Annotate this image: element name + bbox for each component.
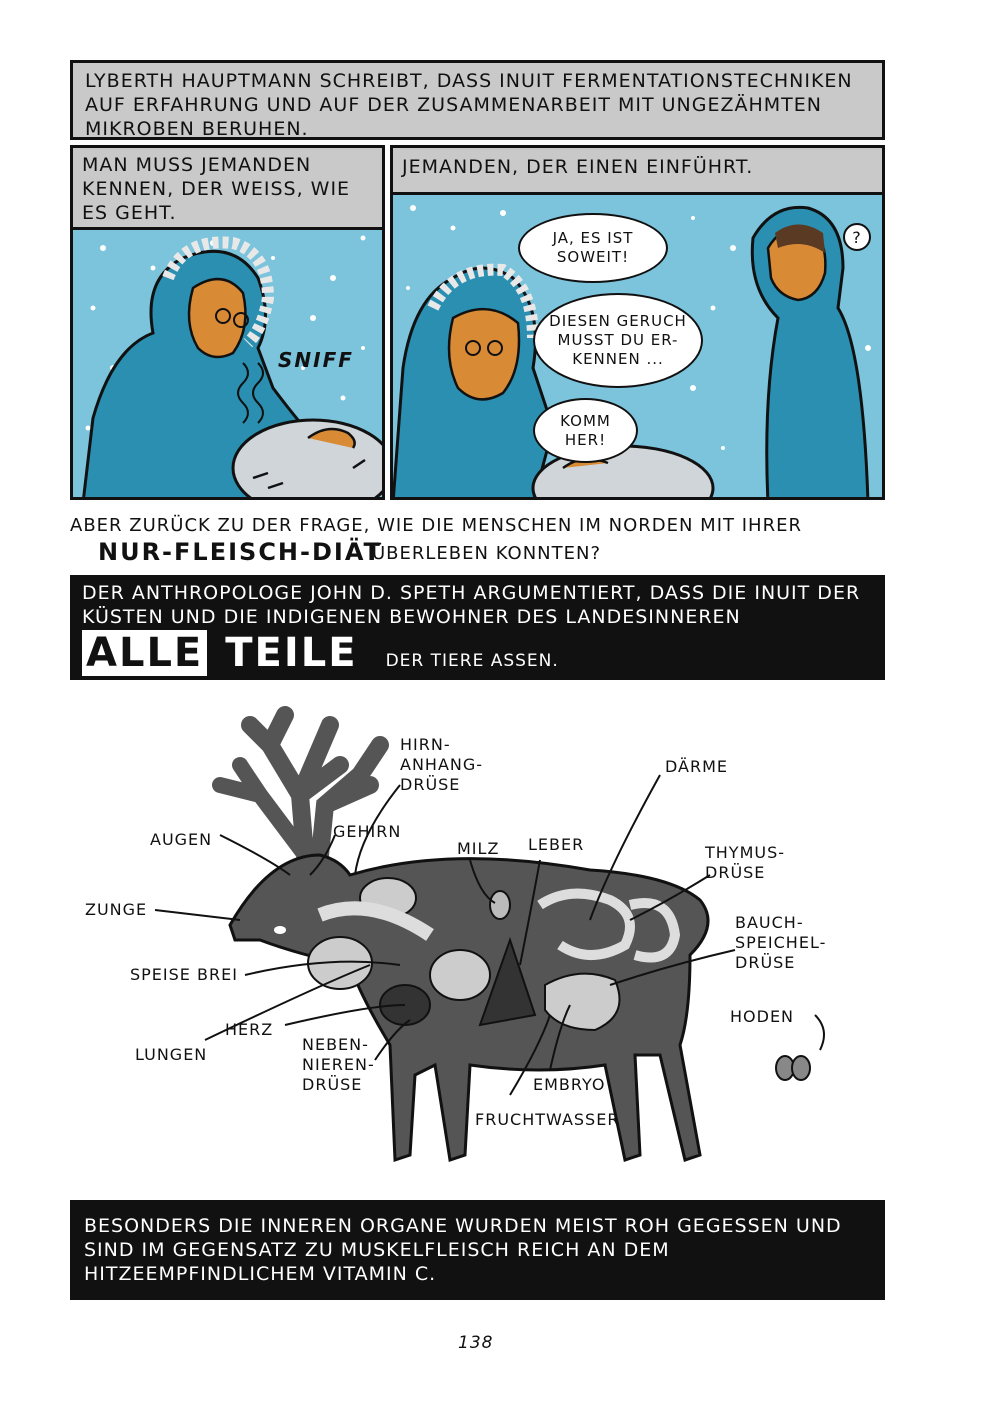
page-number: 138 bbox=[458, 1333, 494, 1353]
label-milz: MILZ bbox=[457, 839, 500, 858]
label-hirnanhangdruese: HIRN-ANHANG-DRÜSE bbox=[400, 735, 484, 794]
label-gehirn: GEHIRN bbox=[333, 822, 402, 841]
label-fruchtwasser: FRUCHTWASSER bbox=[475, 1110, 620, 1129]
all-parts-caption bbox=[70, 575, 885, 680]
label-bauchspeicheldruese: BAUCH-SPEICHEL-DRÜSE bbox=[735, 913, 827, 972]
meat-only-diet: NUR-FLEISCH-DIÄT bbox=[98, 538, 382, 566]
speech-bubble-1: JA, ES IST SOWEIT! bbox=[518, 213, 668, 283]
label-lungen: LUNGEN bbox=[135, 1045, 208, 1064]
label-speisebrei: SPEISE BREI bbox=[130, 965, 238, 984]
label-leber: LEBER bbox=[528, 835, 585, 854]
bottom-caption-box bbox=[70, 1200, 885, 1300]
question-line-2: ÜBERLEBEN KONNTEN? bbox=[372, 543, 602, 564]
speech-bubble-3: KOMM HER! bbox=[533, 398, 638, 463]
word-alle: ALLE bbox=[82, 630, 207, 676]
label-daerme: DÄRME bbox=[665, 757, 729, 776]
word-teile: TEILE bbox=[225, 630, 358, 676]
bottom-caption-text: BESONDERS DIE INNEREN ORGANE WURDEN MEIST ROH GEGESSEN UND SIND IM GEGENSATZ ZU MUSKELFLEISCH REICH AN DEM HITZEEMPFINDLICHEM VITAMIN C. bbox=[84, 1215, 842, 1285]
panel-sniff-caption bbox=[70, 145, 385, 230]
panel-sniff-caption-text: MAN MUSS JEMANDEN KENNEN, DER WEISS, WIE ES GEHT. bbox=[82, 154, 351, 224]
label-zunge: ZUNGE bbox=[85, 900, 148, 919]
label-thymusdruese: THYMUS-DRÜSE bbox=[705, 843, 786, 882]
all-parts-caption-text: DER ANTHROPOLOGE JOHN D. SPETH ARGUMENTIERT, DASS DIE INUIT DER KÜSTEN UND DIE INDIGENEN BEWOHNER DES LANDESINNEREN bbox=[82, 582, 861, 628]
top-caption-box bbox=[70, 60, 885, 140]
reindeer-diagram bbox=[70, 685, 885, 1195]
label-herz: HERZ bbox=[225, 1020, 274, 1039]
caption-tail: DER TIERE ASSEN. bbox=[385, 651, 559, 671]
speech-bubble-2: DIESEN GERUCH MUSST DU ER-KENNEN ... bbox=[533, 293, 703, 388]
sniff-sfx: SNIFF bbox=[278, 348, 354, 372]
panel-come-here-caption-text: JEMANDEN, DER EINEN EINFÜHRT. bbox=[402, 156, 754, 178]
label-augen: AUGEN bbox=[150, 830, 213, 849]
question-bubble: ? bbox=[843, 223, 871, 251]
label-hoden: HODEN bbox=[730, 1007, 795, 1026]
panel-come-here-caption bbox=[390, 145, 885, 195]
panel-come-here bbox=[390, 145, 885, 500]
label-nebennierendruese: NEBEN-NIEREN-DRÜSE bbox=[302, 1035, 375, 1094]
question-line-1: ABER ZURÜCK ZU DER FRAGE, WIE DIE MENSCHEN IM NORDEN MIT IHRER bbox=[70, 515, 802, 536]
panel-sniff bbox=[70, 145, 385, 500]
top-caption-text: LYBERTH HAUPTMANN SCHREIBT, DASS INUIT FERMENTATIONSTECHNIKEN AUF ERFAHRUNG UND AUF DER ZUSAMMENARBEIT MIT UNGEZÄHMTEN MIKROBEN BERUHEN. bbox=[85, 70, 853, 140]
label-embryo: EMBRYO bbox=[533, 1075, 606, 1094]
